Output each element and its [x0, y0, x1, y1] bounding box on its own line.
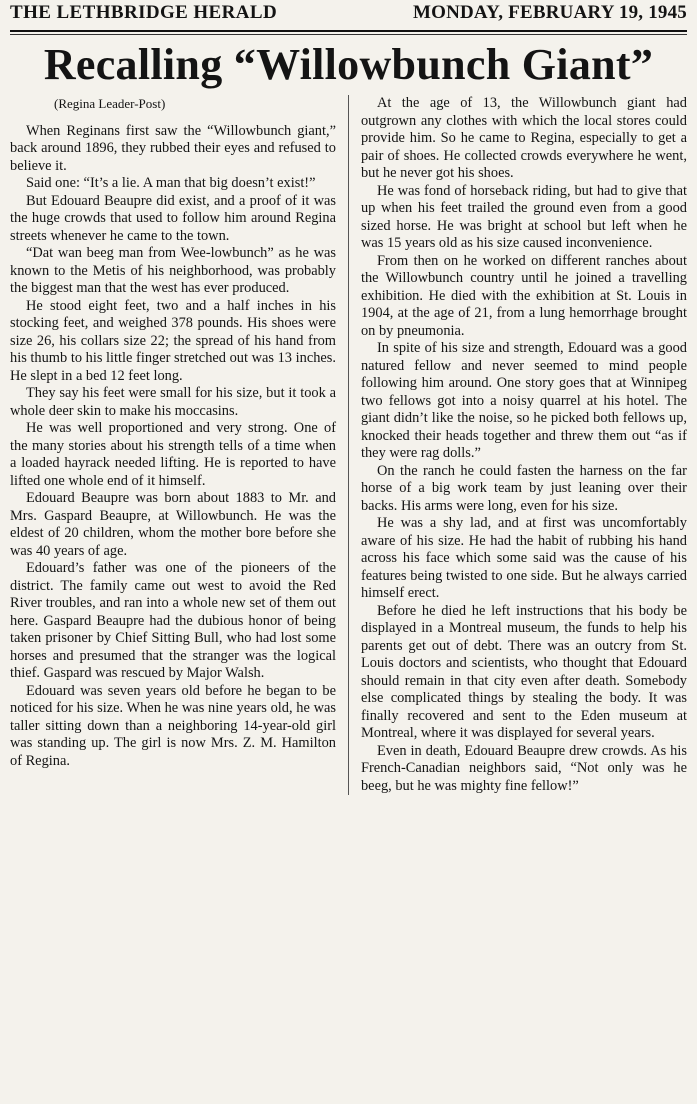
article-body: [10, 95, 687, 795]
paper-name: THE LETHBRIDGE HERALD: [10, 2, 278, 23]
column-right: [361, 95, 687, 795]
column-left: [10, 95, 336, 795]
paragraph: “Dat wan beeg man from Wee-lowbunch” as he was known to the Metis of his neighborhood, was probably the biggest man that the west has ever produced.: [10, 245, 336, 296]
masthead-rule-thin: [10, 34, 687, 35]
paragraph: Edouard Beaupre was born about 1883 to Mr. and Mrs. Gaspard Beaupre, at Willowbunch. He was the eldest of 20 children, whom the mother bore before she was 40 years of age.: [10, 490, 336, 559]
paragraph: He was a shy lad, and at first was uncomfortably aware of his size. He had the habit of rubbing his hand across his face which some said was the cause of his features being twisted to one side. But he always carried himself erect.: [360, 515, 687, 601]
paragraph: But Edouard Beaupre did exist, and a proof of it was the huge crowds that used to follow him around Regina streets whenever he came to the town.: [10, 192, 336, 244]
headline: Recalling “Willowbunch Giant”: [43, 40, 654, 89]
masthead: [10, 0, 687, 30]
paragraph: Edouard was seven years old before he began to be noticed for his size. When he was nine years old, he was taller sitting down than a neighboring 14-year-old girl was standing up. The girl is now Mrs. Z. M. Hamilton of Regina.: [10, 682, 336, 769]
paragraph: From then on he worked on different ranches about the Willowbunch country until he joined a travelling exhibition. He died with the exhibition at St. Louis in 1904, at the age of 21, from a lung hemorrhage brought on by pneumonia.: [360, 252, 687, 339]
paragraph: Said one: “It’s a lie. A man that big doesn’t exist!”: [26, 175, 316, 191]
paragraph: Edouard’s father was one of the pioneers of the district. The family came out west to avoid the Red River troubles, and ran into a whole new set of them out here. Gaspard Beaupre had the dubious honor of being taken prisoner by Chief Sitting Bull, who had lost some horses and presumed that the stranger was the logical thief. Gaspard was rescued by Major Walsh.: [10, 560, 336, 681]
paragraph: Before he died he left instructions that his body be displayed in a Montreal museum, the funds to help his parents get out of debt. There was an outcry from St. Louis doctors and scientists, who thought that Edouard should remain in that city even after death. Somebody else complicated things by stealing the body. It was finally recovered and sent to the Eden museum at Montreal, where it was displayed for several years.: [360, 602, 687, 741]
masthead-rule: [10, 30, 687, 32]
issue-date: MONDAY, FEBRUARY 19, 1945: [412, 2, 687, 23]
paragraph: He was well proportioned and very strong. One of the many stories about his strength tells of a time when a loaded hayrack needed lifting. He is reported to have lifted one whole end of it himself.: [10, 420, 336, 489]
column-divider: [348, 95, 349, 795]
paragraph: He was fond of horseback riding, but had to give that up when his feet trailed the ground even from a good sized horse. He was bright at school but left when he was 15 years old as his size caused inconvenience.: [360, 182, 687, 251]
paragraph: Even in death, Edouard Beaupre drew crowds. As his French-Canadian neighbors said, “Not only was he beeg, but he was mighty fine fellow!”: [360, 742, 687, 794]
paragraph: On the ranch he could fasten the harness on the far horse of a big work team by just leaning over their backs. His arms were long, even for his size.: [360, 462, 687, 514]
paragraph: He stood eight feet, two and a half inches in his stocking feet, and weighed 378 pounds. His shoes were size 26, his collars size 22; the spread of his hand from his thumb to his little finger stretched out was 13 inches. He slept in a bed 12 feet long.: [10, 297, 336, 384]
paragraph: In spite of his size and strength, Edouard was a good natured fellow and never seemed to mind people following him around. One story goes that at Winnipeg two fellows got into a noisy quarrel at his hotel. The giant didn’t like the noise, so he picked both fellows up, knocked their heads together and threw them out “as if they were rag dolls.”: [360, 340, 687, 461]
paragraph: When Reginans first saw the “Willowbunch giant,” back around 1896, they rubbed their eyes and refused to believe it.: [10, 122, 336, 174]
paragraph: At the age of 13, the Willowbunch giant had outgrown any clothes with which the local stores could provide him. So he came to Regina, especially to get a pair of shoes. He collected crowds everywhere he went, but he never got his shoes.: [360, 95, 687, 181]
source-credit: (Regina Leader-Post): [54, 96, 166, 111]
paragraph: They say his feet were small for his size, but it took a whole deer skin to make his moccasins.: [10, 385, 336, 419]
